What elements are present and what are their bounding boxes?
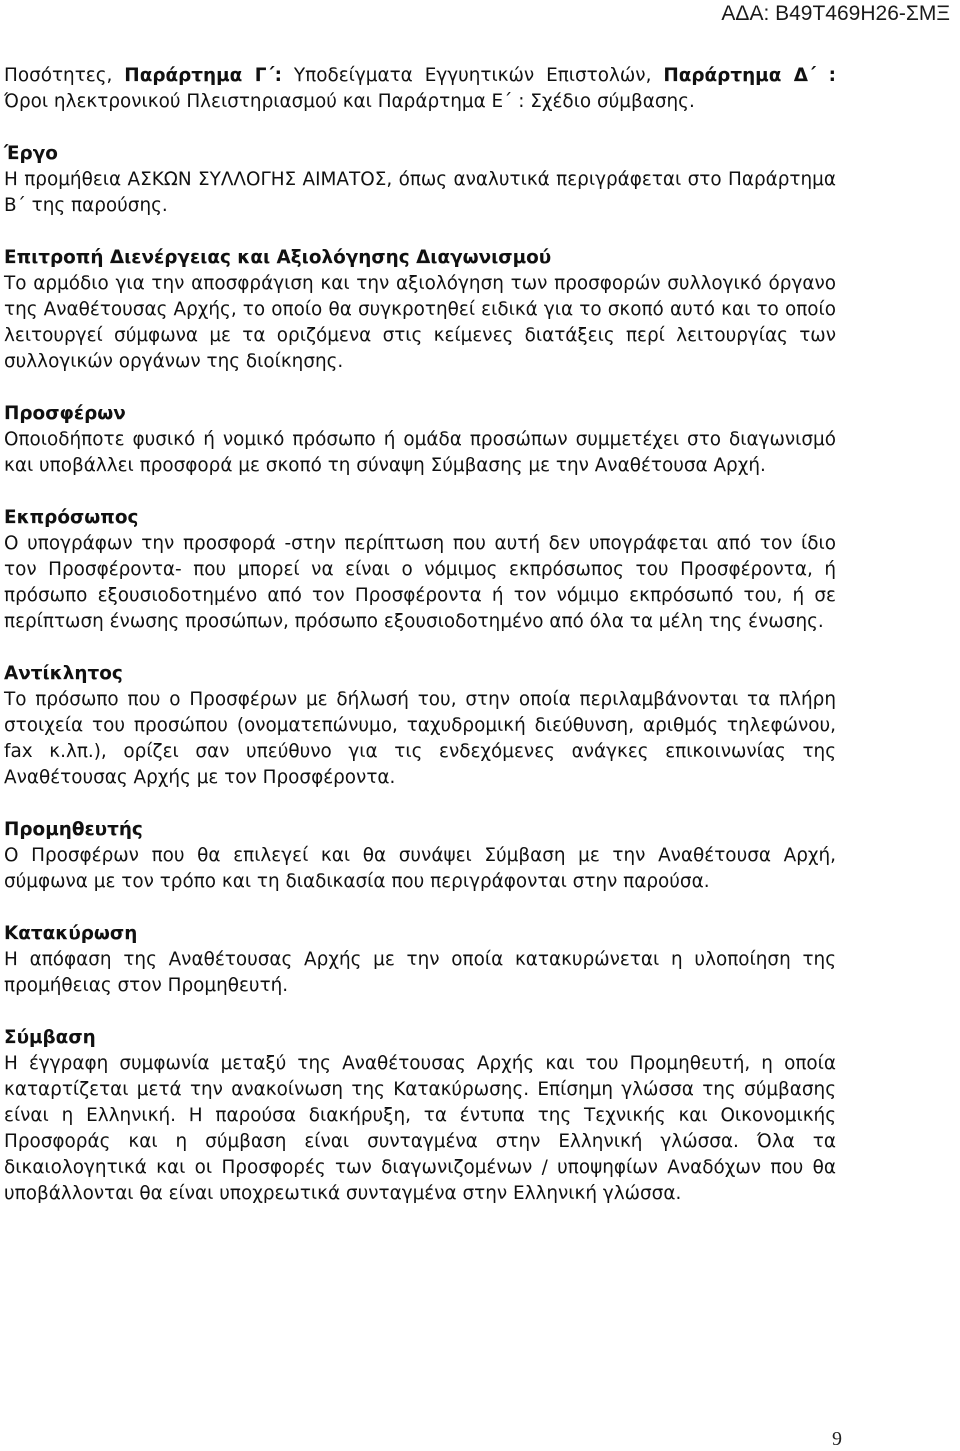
section-agent — [4, 661, 836, 791]
section-body: Ο υπογράφων την προσφορά -στην περίπτωση που αυτή δεν υπογράφεται από τον ίδιο τον Προσφέροντα- που μπορεί να είναι ο νόμιμος εκπρόσωπος του Προσφέροντα, ή πρόσωπο εξουσιοδοτημένο από τον Προσφέροντα ή τον νόμιμο εκπρόσωπό του, ή σε περίπτωση ένωσης προσώπων, πρόσωπο εξουσιοδοτημένο από όλα τα μέλη της ένωσης. — [4, 533, 836, 632]
section-body: Η απόφαση της Αναθέτουσας Αρχής με την οποία κατακυρώνεται η υλοποίηση της προμήθειας στον Προμηθευτή. — [4, 949, 836, 996]
spacer — [4, 999, 836, 1025]
section-contract — [4, 1025, 836, 1207]
section-heading: Προμηθευτής — [4, 819, 143, 840]
annex-d-label: Παράρτημα Δ΄ : — [663, 65, 836, 86]
spacer — [4, 115, 836, 141]
section-heading: Κατακύρωση — [4, 923, 138, 944]
section-body: Το αρμόδιο για την αποσφράγιση και την αξιολόγηση των προσφορών συλλογικό όργανο της Αναθέτουσας Αρχής, το οποίο θα συγκροτηθεί ειδικά για το σκοπό αυτό και το οποίο λειτουργεί σύμφωνα με τα οριζόμενα στις κείμενες διατάξεις περί λειτουργίας των συλλογικών οργάνων της διοίκησης. — [4, 273, 836, 372]
intro-text-2: Υποδείγματα Εγγυητικών Επιστολών, — [281, 65, 664, 86]
section-ergo — [4, 141, 836, 219]
section-body: Οποιοδήποτε φυσικό ή νομικό πρόσωπο ή ομάδα προσώπων συμμετέχει στο διαγωνισμό και υποβάλλει προσφορά με σκοπό τη σύναψη Σύμβασης με την Αναθέτουσα Αρχή. — [4, 429, 836, 476]
section-heading: Έργο — [4, 143, 58, 164]
spacer — [4, 895, 836, 921]
section-committee — [4, 245, 836, 375]
annex-g-label: Παράρτημα Γ΄: — [124, 65, 282, 86]
section-representative — [4, 505, 836, 635]
section-heading: Προσφέρων — [4, 403, 126, 424]
section-body: Ο Προσφέρων που θα επιλεγεί και θα συνάψει Σύμβαση με την Αναθέτουσα Αρχή, σύμφωνα με τον τρόπο και τη διαδικασία που περιγράφονται στην παρούσα. — [4, 845, 836, 892]
section-heading: Σύμβαση — [4, 1027, 96, 1048]
section-heading: Επιτροπή Διενέργειας και Αξιολόγησης Διαγωνισμού — [4, 247, 552, 268]
section-supplier — [4, 817, 836, 895]
ada-code: ΑΔΑ: Β49Τ469Η26-ΣΜΞ — [721, 2, 950, 25]
section-body: Η προμήθεια ΑΣΚΩΝ ΣΥΛΛΟΓΗΣ ΑΙΜΑΤΟΣ, όπως αναλυτικά περιγράφεται στο Παράρτημα Β΄ της παρούσης. — [4, 169, 836, 216]
section-body: Η έγγραφη συμφωνία μεταξύ της Αναθέτουσας Αρχής και του Προμηθευτή, η οποία καταρτίζεται μετά την ανακοίνωση της Κατακύρωσης. Επίσημη γλώσσα της σύμβασης είναι η Ελληνική. Η παρούσα διακήρυξη, τα έντυπα της Τεχνικής και Οικονομικής Προσφοράς και η σύμβαση είναι συνταγμένα στην Ελληνική γλώσσα. Όλα τα δικαιολογητικά και οι Προσφορές των διαγωνιζομένων / υποψηφίων Αναδόχων που θα υποβάλλονται θα είναι υποχρεωτικά συνταγμένα στην Ελληνική γλώσσα. — [4, 1053, 836, 1204]
document-body — [4, 63, 836, 1207]
section-heading: Αντίκλητος — [4, 663, 123, 684]
section-award — [4, 921, 836, 999]
page-number: 9 — [832, 1428, 842, 1450]
spacer — [4, 375, 836, 401]
spacer — [4, 791, 836, 817]
spacer — [4, 479, 836, 505]
section-body: Το πρόσωπο που ο Προσφέρων με δήλωσή του, στην οποία περιλαμβάνονται τα πλήρη στοιχεία του προσώπου (ονοματεπώνυμο, ταχυδρομική διεύθυνση, αριθμός τηλεφώνου, fax κ.λπ.), ορίζει σαν υπεύθυνο για τις ενδεχόμενες ανάγκες επικοινωνίας της Αναθέτουσας Αρχής με τον Προσφέροντα. — [4, 689, 836, 788]
intro-text-1: Ποσότητες, — [4, 65, 125, 86]
intro-paragraph — [4, 63, 836, 115]
section-heading: Εκπρόσωπος — [4, 507, 139, 528]
section-bidder — [4, 401, 836, 479]
intro-text-3: Όροι ηλεκτρονικού Πλειστηριασμού και Παράρτημα Ε΄ : Σχέδιο σύμβασης. — [4, 91, 695, 112]
spacer — [4, 635, 836, 661]
spacer — [4, 219, 836, 245]
